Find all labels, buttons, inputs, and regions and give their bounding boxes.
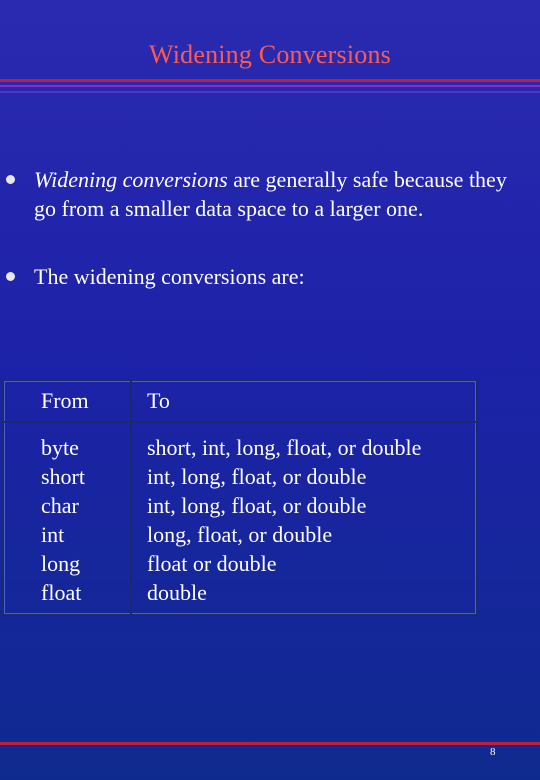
table-column-divider bbox=[130, 381, 132, 614]
table-header-divider bbox=[4, 421, 476, 423]
bullet-body: are generally safe because they go from a smaller data space to a larger one. bbox=[34, 167, 507, 221]
from-column bbox=[41, 433, 85, 607]
from-cell: int bbox=[41, 522, 65, 547]
title-divider bbox=[0, 91, 540, 93]
from-cell: short bbox=[41, 464, 85, 489]
to-cell: double bbox=[147, 580, 207, 605]
table-header-to: To bbox=[147, 388, 170, 413]
from-cell: long bbox=[41, 551, 81, 576]
bullet-dot-icon bbox=[6, 175, 15, 184]
from-cell: byte bbox=[41, 435, 79, 460]
page-number: 8 bbox=[490, 746, 496, 758]
footer-divider bbox=[0, 742, 540, 745]
bullet-text bbox=[34, 165, 524, 223]
from-cell: float bbox=[41, 580, 82, 605]
bullet-emphasis: Widening conversions bbox=[34, 167, 228, 192]
bullet-item bbox=[0, 165, 540, 225]
to-cell: int, long, float, or double bbox=[147, 493, 367, 518]
to-cell: float or double bbox=[147, 551, 277, 576]
title-divider bbox=[0, 85, 540, 87]
title-divider bbox=[0, 79, 540, 82]
slide-title: Widening Conversions bbox=[149, 40, 391, 69]
from-cell: char bbox=[41, 493, 79, 518]
to-cell: short, int, long, float, or double bbox=[147, 435, 422, 460]
to-column bbox=[147, 433, 472, 607]
bullet-dot-icon bbox=[6, 272, 15, 281]
to-cell: long, float, or double bbox=[147, 522, 333, 547]
to-cell: int, long, float, or double bbox=[147, 464, 367, 489]
table-header-from: From bbox=[41, 388, 89, 413]
bullet-item bbox=[0, 262, 540, 294]
bullet-text: The widening conversions are: bbox=[34, 264, 305, 289]
conversion-table bbox=[2, 379, 478, 616]
